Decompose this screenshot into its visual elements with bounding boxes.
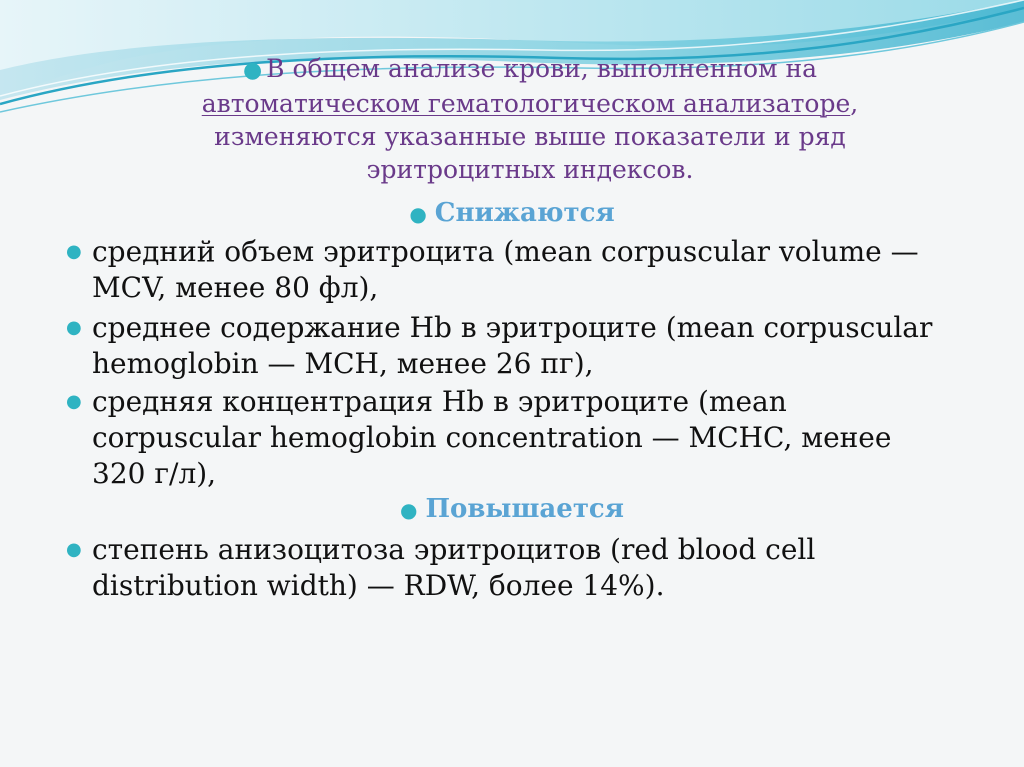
bullet-icon: ●: [66, 391, 82, 412]
list-item-mchc: [66, 384, 952, 492]
heading-decrease: [0, 198, 1024, 229]
bullet-icon: ●: [66, 241, 82, 262]
analyzer-link[interactable]: автоматическом гематологическом анализаторе: [201, 89, 851, 118]
list-item-text: средняя концентрация Hb в эритроците (mean corpuscular hemoglobin concentration — MCHC, менее 320 г/л),: [92, 385, 892, 490]
list-item-rdw: [66, 532, 952, 604]
bullet-icon: ●: [66, 539, 82, 560]
list-item-text: средний объем эритроцита (mean corpuscular volume — MCV, менее 80 фл),: [92, 235, 919, 304]
bullet-icon: ●: [242, 58, 263, 83]
heading-decrease-label: Снижаются: [434, 198, 615, 228]
intro-comma: ,: [850, 89, 859, 118]
list-item-text: среднее содержание Hb в эритроците (mean corpuscular hemoglobin — MCH, менее 26 пг),: [92, 311, 933, 380]
heading-increase: [0, 494, 1024, 525]
list-item-mcv: [66, 234, 952, 306]
heading-increase-label: Повышается: [425, 494, 624, 524]
bullet-icon: ●: [66, 317, 82, 338]
intro-text-start: В общем анализе крови, выполненном на: [266, 54, 818, 83]
intro-paragraph: [160, 52, 900, 186]
list-item-text: степень анизоцитоза эритроцитов (red blood cell distribution width) — RDW, более 14%).: [92, 533, 816, 602]
bullet-icon: ●: [409, 202, 427, 226]
intro-text-end: изменяются указанные выше показатели и ряд эритроцитных индексов.: [214, 122, 846, 184]
bullet-icon: ●: [400, 498, 418, 522]
list-item-mch: [66, 310, 952, 382]
